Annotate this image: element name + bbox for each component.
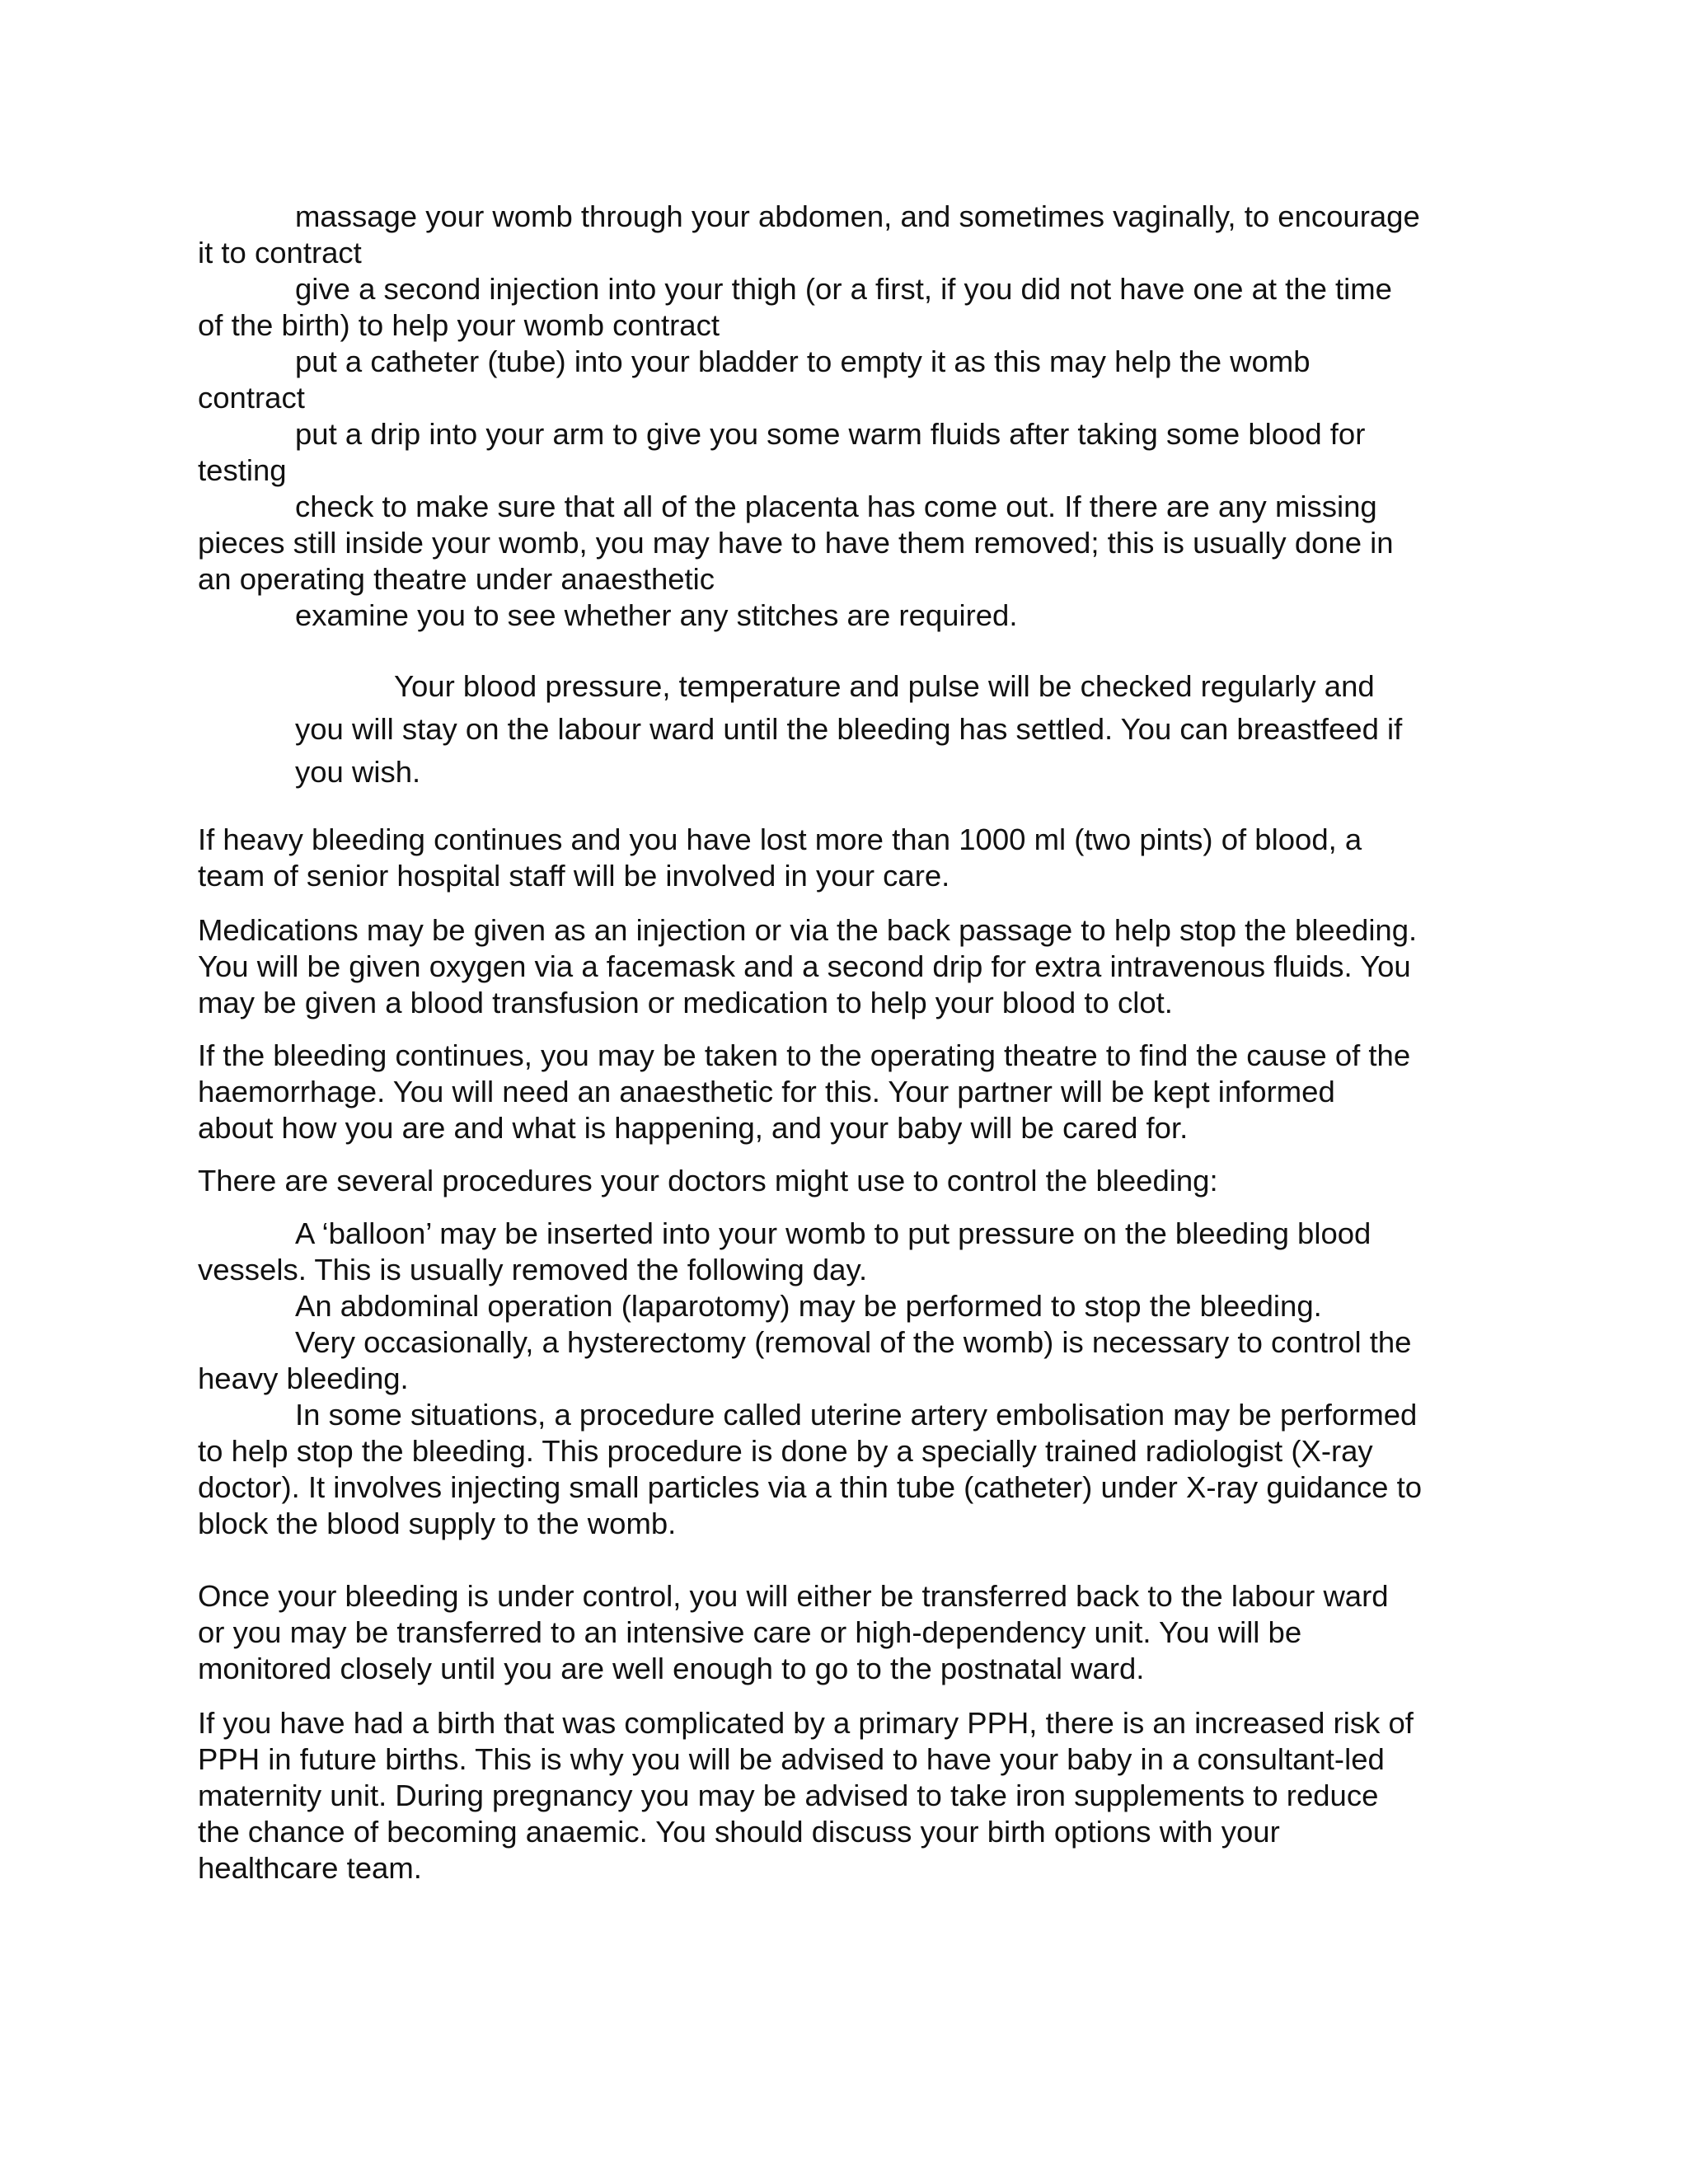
medications-line-3: may be given a blood transfusion or medication to help your blood to clot. <box>198 986 1173 1019</box>
procedure-hysterectomy-line-2: heavy bleeding. <box>198 1361 409 1395</box>
step-injection-line-1: give a second injection into your thigh (or a first, if you did not have one at the time <box>295 272 1392 306</box>
procedures-intro: There are several procedures your doctors might use to control the bleeding: <box>198 1164 1218 1197</box>
step-catheter-line-2: contract <box>198 381 305 415</box>
heavy-bleeding-line-2: team of senior hospital staff will be involved in your care. <box>198 859 950 893</box>
medications-line-2: You will be given oxygen via a facemask and a second drip for extra intravenous fluids. You <box>198 949 1411 983</box>
theatre-line-3: about how you are and what is happening, and your baby will be cared for. <box>198 1111 1189 1145</box>
theatre-line-2: haemorrhage. You will need an anaesthetic for this. Your partner will be kept informed <box>198 1075 1335 1108</box>
step-catheter-line-1: put a catheter (tube) into your bladder to empty it as this may help the womb <box>295 344 1311 378</box>
control-line-1: Once your bleeding is under control, you will either be transferred back to the labour ward <box>198 1579 1389 1613</box>
future-line-5: healthcare team. <box>198 1851 422 1885</box>
step-drip-line-2: testing <box>198 453 287 487</box>
control-line-2: or you may be transferred to an intensive care or high-dependency unit. You will be <box>198 1615 1302 1649</box>
step-injection-line-2: of the birth) to help your womb contract <box>198 308 720 342</box>
control-line-3: monitored closely until you are well enough to go to the postnatal ward. <box>198 1652 1145 1685</box>
procedure-hysterectomy-line-1: Very occasionally, a hysterectomy (removal of the womb) is necessary to control the <box>295 1325 1412 1359</box>
theatre-line-1: If the bleeding continues, you may be taken to the operating theatre to find the cause of the <box>198 1038 1411 1072</box>
procedure-embolisation-line-4: block the blood supply to the womb. <box>198 1507 677 1540</box>
step-placenta-line-2: pieces still inside your womb, you may have to have them removed; this is usually done in <box>198 526 1394 560</box>
monitoring-line-2: you will stay on the labour ward until the bleeding has settled. You can breastfeed if <box>295 712 1403 746</box>
step-massage-line-2: it to contract <box>198 236 362 269</box>
step-placenta-line-3: an operating theatre under anaesthetic <box>198 562 715 596</box>
monitoring-line-1: Your blood pressure, temperature and pulse will be checked regularly and <box>394 669 1375 703</box>
step-placenta-line-1: check to make sure that all of the placenta has come out. If there are any missing <box>295 490 1377 523</box>
monitoring-line-3: you wish. <box>295 755 421 789</box>
step-drip-line-1: put a drip into your arm to give you some warm fluids after taking some blood for <box>295 417 1366 451</box>
procedure-embolisation-line-3: doctor). It involves injecting small particles via a thin tube (catheter) under X-ray guidance to <box>198 1470 1423 1504</box>
procedure-embolisation-line-1: In some situations, a procedure called uterine artery embolisation may be performed <box>295 1398 1418 1432</box>
heavy-bleeding-line-1: If heavy bleeding continues and you have lost more than 1000 ml (two pints) of blood, a <box>198 823 1362 856</box>
step-stitches-line: examine you to see whether any stitches are required. <box>295 598 1018 632</box>
procedure-laparotomy-line: An abdominal operation (laparotomy) may be performed to stop the bleeding. <box>295 1289 1322 1323</box>
step-massage-line-1: massage your womb through your abdomen, and sometimes vaginally, to encourage <box>295 199 1420 233</box>
future-line-3: maternity unit. During pregnancy you may be advised to take iron supplements to reduce <box>198 1779 1379 1812</box>
future-line-2: PPH in future births. This is why you will be advised to have your baby in a consultant-led <box>198 1742 1385 1776</box>
procedure-balloon-line-2: vessels. This is usually removed the following day. <box>198 1253 868 1286</box>
procedure-embolisation-line-2: to help stop the bleeding. This procedure is done by a specially trained radiologist (X-ray <box>198 1434 1373 1468</box>
procedure-balloon-line-1: A ‘balloon’ may be inserted into your womb to put pressure on the bleeding blood <box>295 1216 1372 1250</box>
future-line-1: If you have had a birth that was complicated by a primary PPH, there is an increased risk of <box>198 1706 1414 1740</box>
medications-line-1: Medications may be given as an injection or via the back passage to help stop the bleeding. <box>198 913 1418 947</box>
future-line-4: the chance of becoming anaemic. You should discuss your birth options with your <box>198 1815 1280 1849</box>
